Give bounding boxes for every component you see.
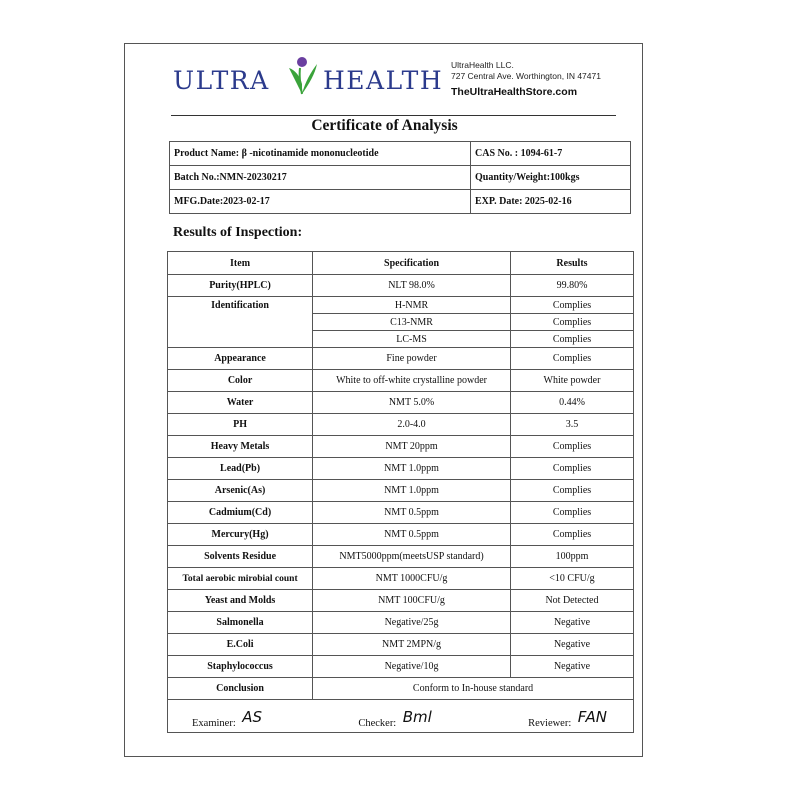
- results-table: [167, 251, 634, 733]
- row-result: Complies: [510, 436, 633, 458]
- info-row: [170, 166, 631, 190]
- row-result: Complies: [510, 524, 633, 546]
- table-row: [168, 590, 634, 612]
- section-title: Results of Inspection:: [173, 225, 303, 240]
- table-header-row: [168, 252, 634, 275]
- batch-number: Batch No.:NMN-20230217: [170, 166, 471, 190]
- row-result: Negative: [510, 656, 633, 678]
- checker-label: Checker:: [358, 718, 397, 729]
- product-name: Product Name: β -nicotinamide mononucleotide: [170, 142, 471, 166]
- cas-number: CAS No. : 1094-61-7: [471, 142, 631, 166]
- quantity-weight: Quantity/Weight:100kgs: [471, 166, 631, 190]
- info-row: [170, 142, 631, 166]
- document-title: Certificate of Analysis: [311, 117, 458, 134]
- row-result: Complies: [510, 458, 633, 480]
- row-spec: NMT 100CFU/g: [313, 590, 511, 612]
- row-spec: NMT 1.0ppm: [313, 458, 511, 480]
- company-address: 727 Central Ave. Worthington, IN 47471: [451, 71, 601, 81]
- row-item: Appearance: [168, 348, 313, 370]
- row-item: Heavy Metals: [168, 436, 313, 458]
- certificate-page: [124, 43, 643, 757]
- row-spec: Negative/25g: [313, 612, 511, 634]
- brand-word-left: ULTRA: [173, 66, 270, 95]
- row-result: 0.44%: [510, 392, 633, 414]
- row-result: Complies: [510, 502, 633, 524]
- examiner-handwriting: AS: [242, 708, 263, 726]
- examiner-label: Examiner:: [192, 718, 236, 729]
- row-result: Not Detected: [510, 590, 633, 612]
- column-header-results: Results: [510, 252, 633, 275]
- column-header-item: Item: [168, 252, 313, 275]
- row-spec: Negative/10g: [313, 656, 511, 678]
- row-item: Cadmium(Cd): [168, 502, 313, 524]
- row-spec: White to off-white crystalline powder: [313, 370, 511, 392]
- row-result: Negative: [510, 634, 633, 656]
- row-item: Identification: [168, 297, 313, 348]
- exp-date: EXP. Date: 2025-02-16: [471, 190, 631, 214]
- reviewer-handwriting: FAN: [577, 708, 607, 726]
- row-item: Solvents Residue: [168, 546, 313, 568]
- conclusion-row: [168, 678, 634, 700]
- brand-word-right: HEALTH: [323, 66, 444, 95]
- conclusion-text: Conform to In-house standard: [313, 678, 634, 700]
- table-row: [168, 370, 634, 392]
- table-row: [168, 634, 634, 656]
- table-row: [168, 392, 634, 414]
- examiner-signature: [192, 708, 263, 730]
- row-spec: NLT 98.0%: [313, 275, 511, 297]
- row-spec: H-NMR: [313, 297, 511, 314]
- row-result: White powder: [510, 370, 633, 392]
- company-info: [451, 60, 601, 82]
- row-item: PH: [168, 414, 313, 436]
- header-divider: [171, 115, 616, 116]
- company-name: UltraHealth LLC.: [451, 60, 514, 70]
- row-spec: NMT5000ppm(meetsUSP standard): [313, 546, 511, 568]
- table-row: [168, 275, 634, 297]
- leaf-logo-icon: [285, 54, 319, 98]
- row-spec: NMT 5.0%: [313, 392, 511, 414]
- row-item: Salmonella: [168, 612, 313, 634]
- signature-row: [168, 700, 634, 733]
- row-item: Mercury(Hg): [168, 524, 313, 546]
- row-result: 100ppm: [510, 546, 633, 568]
- row-spec: 2.0-4.0: [313, 414, 511, 436]
- checker-handwriting: Bml: [402, 708, 432, 726]
- row-spec: NMT 0.5ppm: [313, 524, 511, 546]
- reviewer-signature: [528, 708, 607, 730]
- row-result: Complies: [510, 348, 633, 370]
- row-spec: NMT 2MPN/g: [313, 634, 511, 656]
- table-row: [168, 458, 634, 480]
- table-row: [168, 480, 634, 502]
- column-header-specification: Specification: [313, 252, 511, 275]
- table-row: [168, 546, 634, 568]
- table-row: [168, 612, 634, 634]
- row-item: Yeast and Molds: [168, 590, 313, 612]
- row-spec: NMT 20ppm: [313, 436, 511, 458]
- row-spec: C13-NMR: [313, 314, 511, 331]
- row-item: Staphylococcus: [168, 656, 313, 678]
- table-row: [168, 348, 634, 370]
- row-item: Color: [168, 370, 313, 392]
- brand-logo: [173, 52, 444, 102]
- row-item: Water: [168, 392, 313, 414]
- row-spec: Fine powder: [313, 348, 511, 370]
- row-result: <10 CFU/g: [510, 568, 633, 590]
- row-item: E.Coli: [168, 634, 313, 656]
- row-result: Complies: [510, 480, 633, 502]
- info-row: [170, 190, 631, 214]
- table-row: [168, 656, 634, 678]
- row-spec: NMT 0.5ppm: [313, 502, 511, 524]
- mfg-date: MFG.Date:2023-02-17: [170, 190, 471, 214]
- row-result: Complies: [510, 331, 633, 348]
- signature-cell: [168, 700, 634, 733]
- row-result: Complies: [510, 314, 633, 331]
- row-item: Total aerobic mirobial count: [168, 568, 313, 590]
- table-row: [168, 436, 634, 458]
- row-spec: NMT 1000CFU/g: [313, 568, 511, 590]
- table-row: [168, 414, 634, 436]
- row-result: Negative: [510, 612, 633, 634]
- product-info-table: [169, 141, 631, 214]
- row-spec: NMT 1.0ppm: [313, 480, 511, 502]
- reviewer-label: Reviewer:: [528, 718, 572, 729]
- conclusion-label: Conclusion: [168, 678, 313, 700]
- row-spec: LC-MS: [313, 331, 511, 348]
- company-website: TheUltraHealthStore.com: [451, 86, 578, 98]
- checker-signature: [358, 708, 432, 730]
- table-row: [168, 524, 634, 546]
- table-row: [168, 568, 634, 590]
- row-item: Lead(Pb): [168, 458, 313, 480]
- row-result: Complies: [510, 297, 633, 314]
- row-result: 3.5: [510, 414, 633, 436]
- row-result: 99.80%: [510, 275, 633, 297]
- table-row: [168, 502, 634, 524]
- row-item: Purity(HPLC): [168, 275, 313, 297]
- row-item: Arsenic(As): [168, 480, 313, 502]
- table-row: [168, 297, 634, 314]
